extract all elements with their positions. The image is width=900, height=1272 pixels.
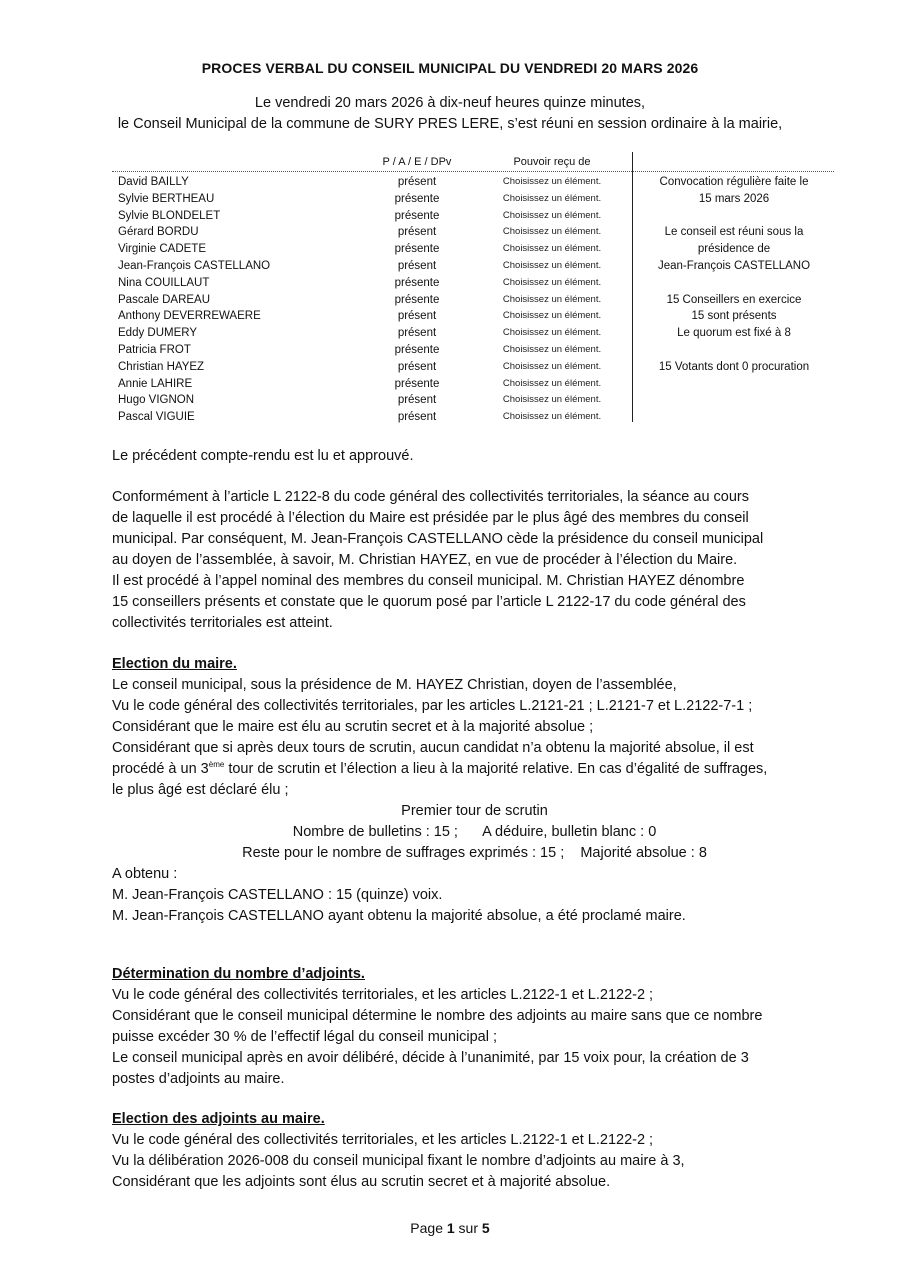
member-name: Anthony DEVERREWAERE [118, 310, 261, 323]
paragraph-line: Il est procédé à l’appel nominal des membres du conseil municipal. M. Christian HAYEZ dénombre [112, 573, 745, 589]
member-status: présent [397, 411, 437, 424]
total-pages: 5 [481, 1220, 490, 1236]
approval-text [112, 446, 837, 467]
blank-count: A déduire, bulletin blanc : 0 [482, 824, 657, 840]
paragraph-line: Le conseil municipal après en avoir délibéré, décide à l’unanimité, par 15 voix pour, la création de 3 [112, 1050, 749, 1066]
member-row [118, 392, 638, 409]
tour-line [112, 822, 837, 843]
paragraph-line: Considérant que les adjoints sont élus au scrutin secret et à majorité absolue. [112, 1174, 611, 1190]
session-summary [634, 174, 834, 376]
member-name: Hugo VIGNON [118, 394, 195, 407]
member-status: présent [397, 226, 437, 239]
member-name: Sylvie BLONDELET [118, 209, 221, 222]
member-status: présente [394, 209, 440, 222]
summary-line: 15 Conseillers en exercice [666, 293, 802, 306]
attendance-header [112, 152, 832, 172]
member-row [118, 292, 638, 309]
votants-note: 15 Votants dont 0 procuration [658, 360, 810, 373]
member-row [118, 376, 638, 393]
tour-line [112, 843, 837, 864]
current-page: 1 [446, 1220, 455, 1236]
paragraph-line: Conformément à l’article L 2122-8 du code général des collectivités territoriales, la séance au cours [112, 489, 749, 505]
member-name: Pascale DAREAU [118, 293, 211, 306]
convocation-note [634, 174, 834, 208]
tour-title: Premier tour de scrutin [401, 803, 548, 819]
proxy-column-header: Pouvoir reçu de [513, 156, 591, 168]
superscript: ème [208, 760, 225, 769]
section-election-adjoints [112, 1109, 837, 1193]
member-name: Christian HAYEZ [118, 360, 205, 373]
bulletins-count: Nombre de bulletins : 15 ; [292, 824, 458, 840]
member-status: présent [397, 259, 437, 272]
page-footer [0, 1220, 900, 1236]
member-status: présent [397, 310, 437, 323]
section-heading: Election des adjoints au maire. [112, 1111, 325, 1127]
section-nombre-adjoints [112, 964, 837, 1090]
paragraph-line: Le conseil municipal, sous la présidence de M. HAYEZ Christian, doyen de l’assemblée, [112, 677, 677, 693]
proxy-select[interactable]: Choisissez un élément. [502, 377, 602, 389]
proxy-select[interactable]: Choisissez un élément. [502, 259, 602, 271]
member-name: Gérard BORDU [118, 226, 199, 239]
member-status: présent [397, 176, 437, 188]
proxy-select[interactable]: Choisissez un élément. [502, 343, 602, 355]
proxy-select[interactable]: Choisissez un élément. [502, 327, 602, 339]
proxy-select[interactable]: Choisissez un élément. [502, 226, 602, 238]
quorum-note [634, 292, 834, 342]
paragraph-line [112, 759, 837, 780]
proxy-select[interactable]: Choisissez un élément. [502, 243, 602, 255]
section-heading: Détermination du nombre d’adjoints. [112, 966, 365, 982]
section-heading: Election du maire. [112, 656, 237, 672]
member-row [118, 342, 638, 359]
preamble [112, 487, 837, 634]
member-status: présent [397, 360, 437, 373]
summary-line: Le quorum est fixé à 8 [677, 327, 791, 340]
member-name: Sylvie BERTHEAU [118, 192, 215, 205]
paragraph-line: Vu le code général des collectivités territoriales, et les articles L.2122-1 et L.2122-2 ; [112, 987, 654, 1003]
summary-line: 15 sont présents [691, 310, 777, 323]
paragraph-line: Vu le code général des collectivités territoriales, et les articles L.2122-1 et L.2122-2 ; [112, 1132, 654, 1148]
intro-line: Le vendredi 20 mars 2026 à dix-neuf heures quinze minutes, [254, 95, 646, 111]
member-status: présente [394, 343, 440, 356]
absolute-majority: Majorité absolue : 8 [580, 845, 707, 861]
member-status: présent [397, 394, 437, 407]
proxy-select[interactable]: Choisissez un élément. [502, 394, 602, 406]
paragraph-line: Considérant que le maire est élu au scrutin secret et à la majorité absolue ; [112, 719, 594, 735]
text-span: procédé à un 3 [112, 761, 209, 777]
paragraph-line: postes d’adjoints au maire. [112, 1071, 285, 1087]
paragraph-line: au doyen de l’assemblée, à savoir, M. Christian HAYEZ, en vue de procéder à l’élection du Maire. [112, 552, 738, 568]
text-span: tour de scrutin et l’élection a lieu à la majorité relative. En cas d’égalité de suffrages, [224, 761, 768, 777]
member-name: Pascal VIGUIE [118, 411, 195, 424]
attendance-table [112, 152, 832, 424]
member-status: présente [394, 293, 440, 306]
paragraph-line: de laquelle il est procédé à l’élection du Maire est présidée par le plus âgé des membres du conseil [112, 510, 749, 526]
member-name: David BAILLY [118, 176, 189, 188]
proxy-select[interactable]: Choisissez un élément. [502, 411, 602, 423]
section-election-maire [112, 654, 837, 927]
proxy-select[interactable]: Choisissez un élément. [502, 209, 602, 221]
intro-line: le Conseil Municipal de la commune de SURY PRES LERE, s’est réuni en session ordinaire à la mairie, [117, 116, 783, 132]
summary-line: Le conseil est réuni sous la [664, 226, 804, 239]
member-row [118, 191, 638, 208]
proxy-select[interactable]: Choisissez un élément. [502, 276, 602, 288]
page-separator: sur [454, 1220, 482, 1236]
header-divider [112, 171, 834, 172]
summary-line: présidence de [697, 243, 771, 256]
paragraph-line: municipal. Par conséquent, M. Jean-François CASTELLANO cède la présidence du conseil municipal [112, 531, 764, 547]
member-status: présente [394, 276, 440, 289]
summary-line: Jean-François CASTELLANO [657, 259, 811, 272]
paragraph-line: le plus âgé est déclaré élu ; [112, 782, 289, 798]
paragraph-line: Vu le code général des collectivités territoriales, par les articles L.2121-21 ; L.2121-7 et L.2122-7-1 ; [112, 698, 753, 714]
paragraph-line: M. Jean-François CASTELLANO ayant obtenu la majorité absolue, a été proclamé maire. [112, 908, 686, 924]
paragraph: Le précédent compte-rendu est lu et approuvé. [112, 448, 414, 464]
vote-result: M. Jean-François CASTELLANO : 15 (quinze) voix. [112, 887, 443, 903]
member-row [118, 275, 638, 292]
member-list [118, 174, 638, 426]
member-row [118, 359, 638, 376]
presidence-note [634, 224, 834, 274]
member-row [118, 224, 638, 241]
member-row [118, 208, 638, 225]
member-status: présente [394, 192, 440, 205]
member-row [118, 308, 638, 325]
status-column-header: P / A / E / DPv [382, 156, 452, 168]
paragraph-line: Considérant que le conseil municipal détermine le nombre des adjoints au maire sans que ce nombre [112, 1008, 763, 1024]
member-name: Virginie CADETE [118, 243, 206, 256]
member-name: Nina COUILLAUT [118, 276, 210, 289]
proxy-select[interactable]: Choisissez un élément. [502, 293, 602, 305]
member-row [118, 325, 638, 342]
paragraph-line: 15 conseillers présents et constate que le quorum posé par l’article L 2122-17 du code général des [112, 594, 746, 610]
paragraph-line: Considérant que si après deux tours de scrutin, aucun candidat n’a obtenu la majorité absolue, il est [112, 740, 754, 756]
member-status: présent [397, 327, 437, 340]
member-name: Jean-François CASTELLANO [118, 259, 271, 272]
proxy-select[interactable]: Choisissez un élément. [502, 192, 602, 204]
expressed-count: Reste pour le nombre de suffrages exprimés : 15 ; [242, 845, 565, 861]
member-name: Patricia FROT [118, 343, 191, 356]
intro-text [0, 93, 900, 135]
page-label: Page [410, 1220, 447, 1236]
member-status: présente [394, 243, 440, 256]
member-row [118, 174, 638, 191]
member-row [118, 241, 638, 258]
summary-line: Convocation régulière faite le [659, 176, 809, 188]
proxy-select[interactable]: Choisissez un élément. [502, 176, 602, 187]
paragraph-line: A obtenu : [112, 866, 178, 882]
member-row [118, 409, 638, 426]
paragraph-line: puisse excéder 30 % de l’effectif légal du conseil municipal ; [112, 1029, 498, 1045]
proxy-select[interactable]: Choisissez un élément. [502, 360, 602, 372]
member-row [118, 258, 638, 275]
member-name: Eddy DUMERY [118, 327, 198, 340]
proxy-select[interactable]: Choisissez un élément. [502, 310, 602, 322]
summary-line: 15 mars 2026 [698, 192, 770, 205]
member-name: Annie LAHIRE [118, 377, 193, 390]
paragraph-line: collectivités territoriales est atteint. [112, 615, 333, 631]
document-title: PROCES VERBAL DU CONSEIL MUNICIPAL DU VENDREDI 20 MARS 2026 [201, 60, 699, 76]
paragraph-line: Vu la délibération 2026-008 du conseil municipal fixant le nombre d’adjoints au maire à 3, [112, 1153, 685, 1169]
member-status: présente [394, 377, 440, 390]
